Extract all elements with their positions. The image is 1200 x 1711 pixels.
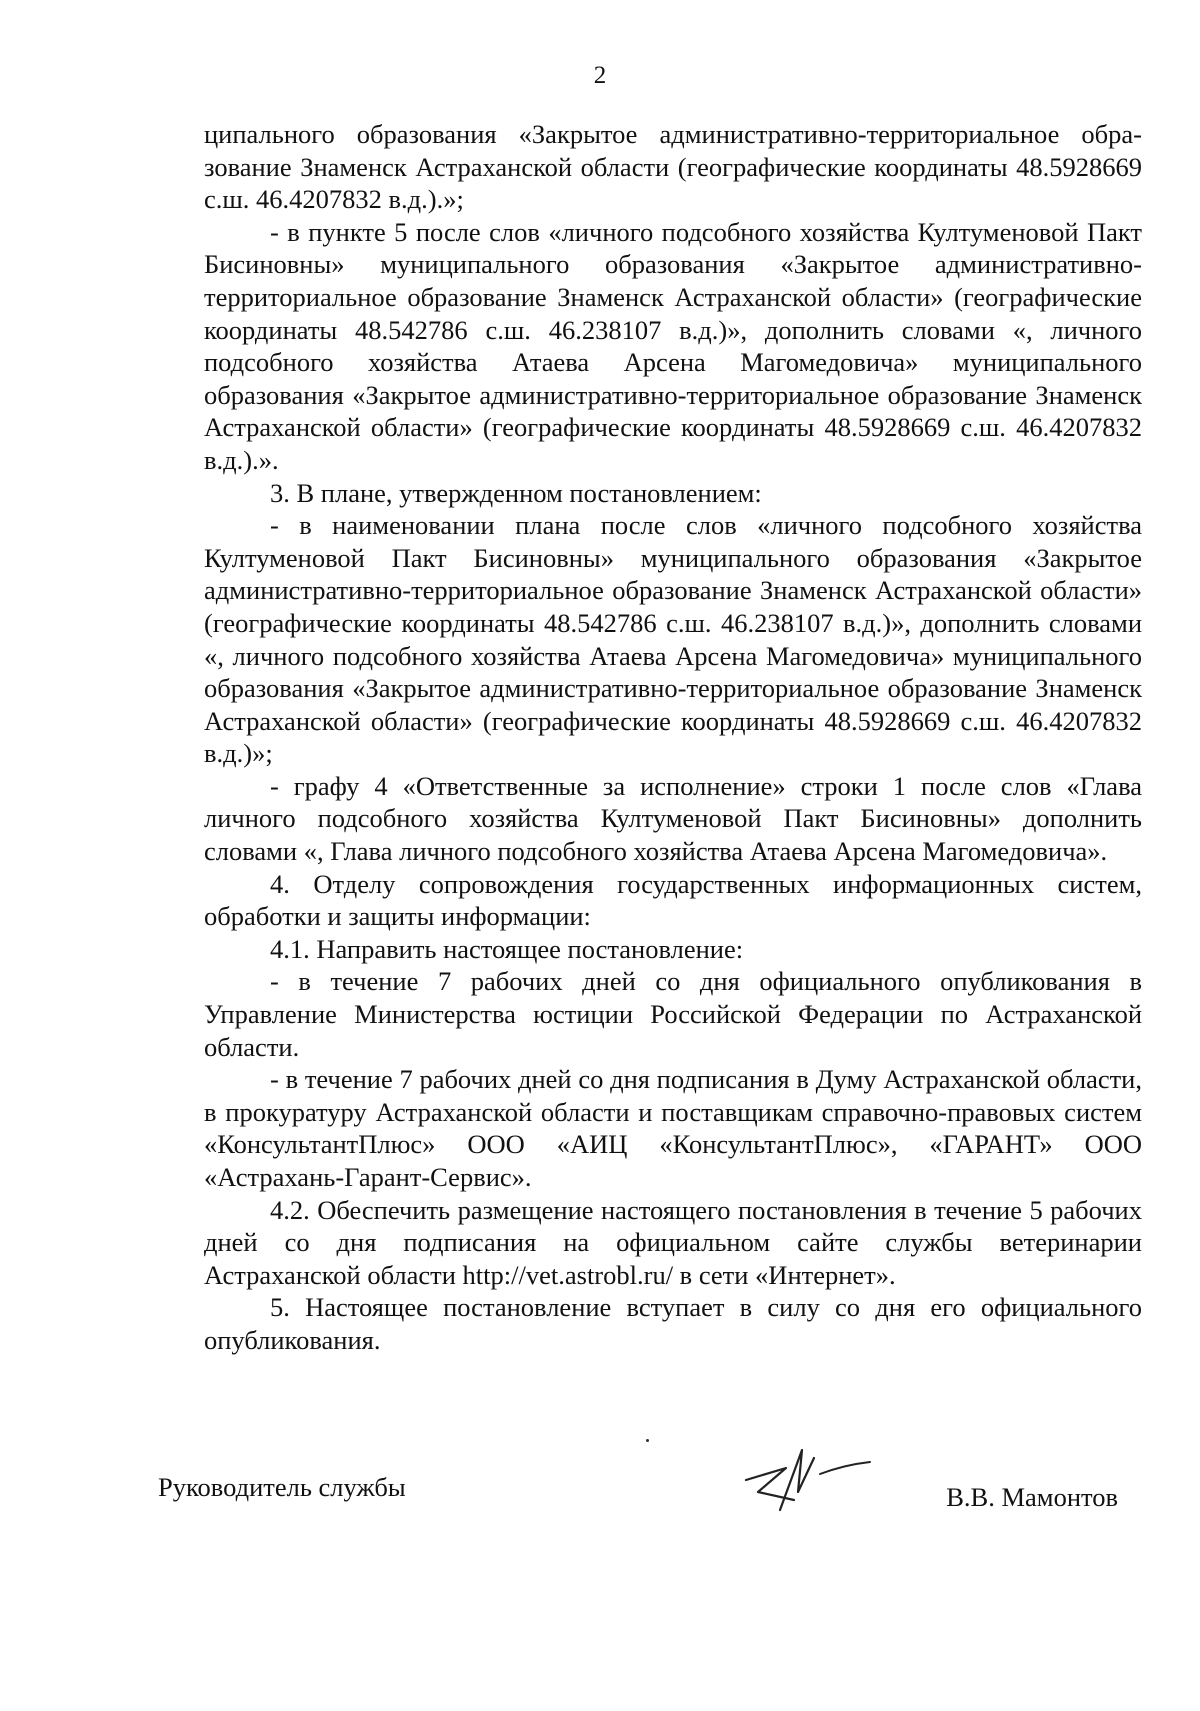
paragraph-section-4-1: 4.1. Направить настоящее постановление:	[270, 933, 744, 964]
paragraph-continuation: ципального образования «Закрытое административно-территориальное образование Знаменск Астраханской области (географические координаты 48.5928669 с.ш. 46.4207832 в.д.).»;	[204, 119, 1142, 215]
paragraph-column-4-amendment: - графу 4 «Ответственные за исполнение» строки 1 после слов «Глава личного подсобного хозяйства Култуменовой Пакт Бисиновны» дополнить словами «, Глава личного подсобного хозяйства Атаева Арсена Магомедовича».	[204, 770, 1142, 867]
paragraph-section-4: 4. Отделу сопровождения государственных информационных систем, обработки и защиты информации:	[204, 868, 1142, 932]
paragraph-section-4-2: 4.2. Обеспечить размещение настоящего постановления в течение 5 рабочих дней со дня подписания на официальном сайте службы ветеринарии Астраханской области http://vet.astrobl.ru/ в сети «Интернет».	[204, 1194, 1142, 1290]
paragraph-duma-and-legal-systems: - в течение 7 рабочих дней со дня подписания в Думу Астраханской области, в прокуратуру Астраханской области и поставщикам справочно-правовых систем «КонсультантПлюс» ООО «АИЦ «КонсультантПлюс», «ГАРАНТ» ООО «Астрахань-Гарант-Сервис».	[204, 1064, 1142, 1192]
paragraph-section-5: 5. Настоящее постановление вступает в силу со дня его официального опубликования.	[204, 1292, 1142, 1355]
paragraph-section-3: 3. В плане, утвержденном постановлением:	[270, 477, 762, 508]
page-number: 2	[593, 62, 607, 89]
paragraph-plan-title-amendment: - в наименовании плана после слов «личного подсобного хозяйства Култуменовой Пакт Бисиновны» муниципального образования «Закрытое административно-территориальное образование Знаменск Астраханской области» (географические координаты 48.542786 с.ш. 46.238107 в.д.)», дополнить словами «, личного подсобного хозяйства Атаева Арсена Магомедовича» муниципального образования «Закрытое административно-территориальное образование Знаменск Астраханской области» (географические координаты 48.5928669 с.ш. 46.4207832 в.д.)»;	[204, 510, 1142, 769]
paragraph-item-5-amendment: - в пункте 5 после слов «личного подсобного хозяйства Култуменовой Пакт Бисиновны» муниципального образования «Закрытое административно-территориальное образование Знаменск Астраханской области» (географические координаты 48.542786 с.ш. 46.238107 в.д.)», дополнить словами «, личного подсобного хозяйства Атаева Арсена Магомедовича» муниципального образования «Закрытое административно-территориальное образование Знаменск Астраханской области» (географические координаты 48.5928669 с.ш. 46.4207832 в.д.).».	[204, 216, 1142, 475]
paragraph-ministry-of-justice: - в течение 7 рабочих дней со дня официального опубликования в Управление Министерства юстиции Российской Федерации по Астраханской области.	[204, 966, 1142, 1062]
signature-block	[158, 1440, 1118, 1530]
handwritten-signature-mark	[728, 1440, 878, 1520]
signer-role: Руководитель службы	[158, 1472, 406, 1502]
signer-name: В.В. Мамонтов	[946, 1482, 1118, 1512]
document-body	[204, 118, 1142, 1357]
